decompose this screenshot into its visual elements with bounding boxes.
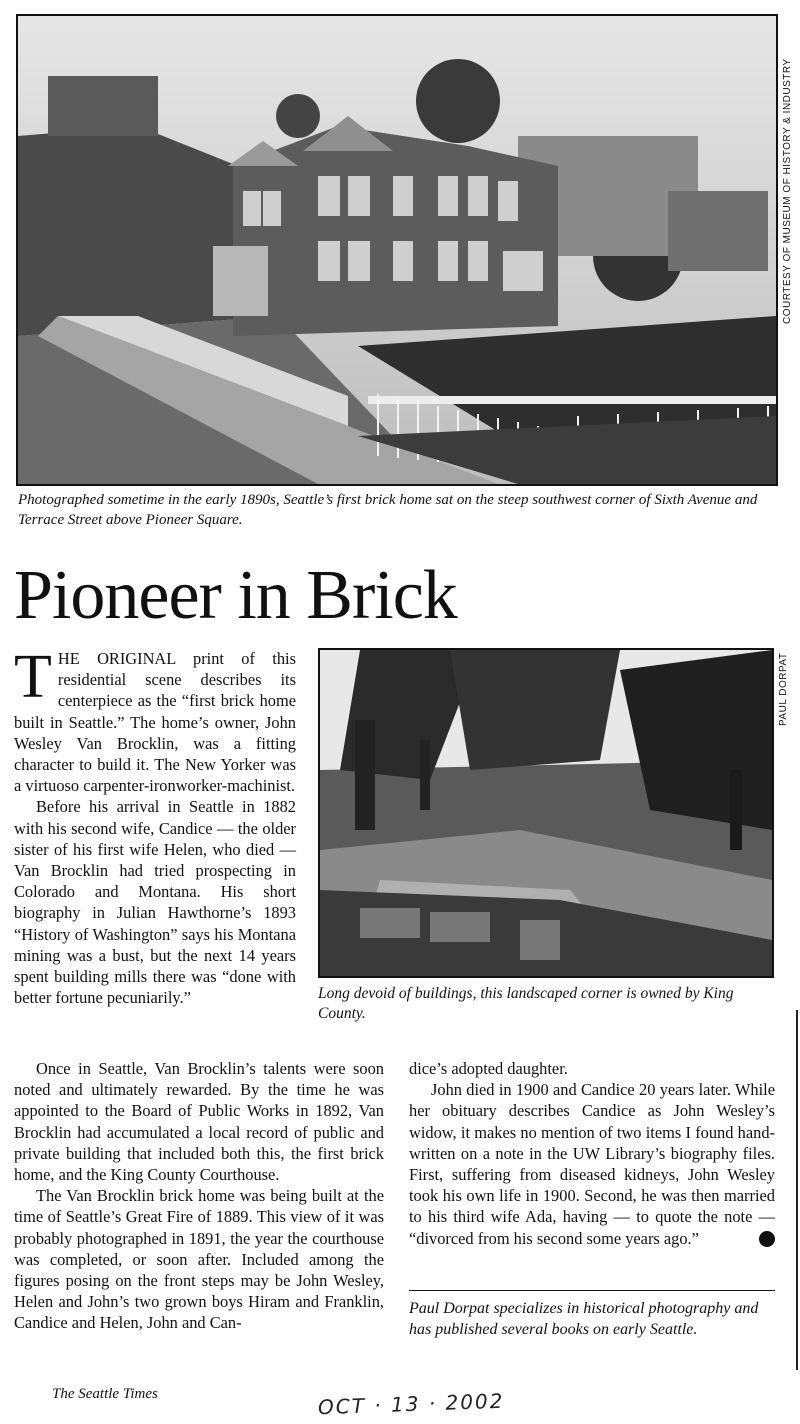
top-photo-caption: Photographed sometime in the early 1890s, Seattle’s first brick home sat on the steep southwest corner of Sixth Avenue and Terrace Street above Pioneer Square. <box>18 492 758 528</box>
right-photo-credit: PAUL DORPAT <box>778 652 789 726</box>
paragraph-3: Once in Seattle, Van Brocklin’s talents were soon noted and ultimately rewarded. By the time he was appointed to the Board of Public Works in 1892, Van Brocklin had accumulated a local record of public and private building that included both this, the first brick home, and the King County Courthouse. <box>14 1059 384 1185</box>
paragraph-1: THE ORIGINAL print of this residential scene describes its centerpiece as the “first brick home built in Seattle.” The home’s owner, John Wesley Van Brocklin, was a fitting character to build it. The New Yorker was a virtuoso carpenter-ironworker-machinist. <box>14 643 296 796</box>
article-column-left <box>14 643 296 1008</box>
headline: Pioneer in Brick <box>14 557 457 634</box>
paragraph-2: Before his arrival in Seattle in 1882 with his second wife, Candice — the older sister of his first wife Helen, who died — Van Brocklin had tried prospecting in Colorado and Montana. His short biography in Julian Hawthorne’s 1893 “History of Washington” says his Montana mining was a bust, but the next 14 years spent building mills there was “done with better fortune pecuniarily.” <box>14 797 296 1008</box>
article-column-right <box>409 1058 789 1249</box>
author-bio: Paul Dorpat specializes in historical photography and has published several books on early Seattle. <box>409 1300 759 1338</box>
drop-cap: T <box>14 643 52 711</box>
paragraph-6: John died in 1900 and Candice 20 years later. While her obituary describes Candice as John Wesley’s widow, it makes no mention of two items I found hand-written on a note in the UW Library’s biography files. First, suffering from diseased kidneys, John Wesley took his own life in 1900. Second, he was then married to his third wife Ada, having — to quote the note — “divorced from his second some years ago.” P <box>409 1080 789 1248</box>
page-edge-line <box>796 1010 798 1370</box>
historic-house-photo <box>16 14 778 486</box>
paragraph-5: dice’s adopted daughter. <box>409 1059 568 1078</box>
publication-name: The Seattle Times <box>52 1386 158 1402</box>
bio-divider <box>409 1290 775 1291</box>
paragraph-4: The Van Brocklin brick home was being built at the time of Seattle’s Great Fire of 1889. This view of it was probably photographed in 1891, the year the courthouse was completed, or soon after. Included among the figures posing on the front steps may be John Wesley, Helen and John’s two grown boys Hiram and Franklin, Candice and Helen, John and Can- <box>14 1186 384 1333</box>
landscaped-corner-photo <box>318 648 774 978</box>
end-mark-icon: P <box>759 1231 775 1247</box>
handwritten-date: OCT · 13 · 2002 <box>317 1388 505 1420</box>
article-column-middle <box>14 1058 384 1334</box>
right-photo-caption: Long devoid of buildings, this landscaped corner is owned by King County. <box>318 985 734 1022</box>
top-photo-credit: COURTESY OF MUSEUM OF HISTORY & INDUSTRY <box>782 58 793 324</box>
